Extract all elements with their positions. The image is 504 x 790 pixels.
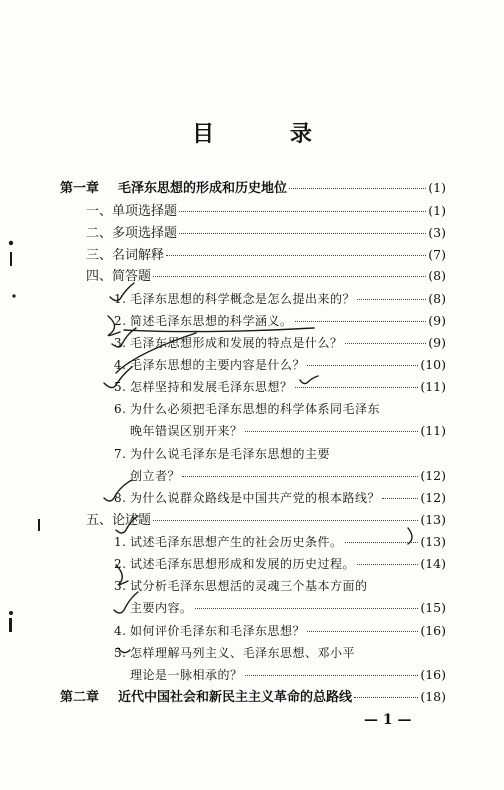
page-ref: (11) [420, 423, 446, 438]
page-ref: (10) [420, 357, 446, 372]
question-label-continuation: 创立者？ [130, 469, 181, 483]
page-ref: (16) [420, 667, 446, 682]
question-label: 简述毛泽东思想的科学涵义。 [130, 314, 293, 328]
pen-underline [124, 328, 314, 332]
page-ref: (12) [420, 490, 446, 505]
ink-stroke [10, 252, 12, 266]
pen-curve [108, 316, 120, 336]
chapter-number: 第一章 [60, 181, 100, 196]
question-label: 如何评价毛泽东和毛泽东思想？ [130, 624, 306, 638]
pen-checkmark [104, 367, 132, 388]
pen-curve [116, 565, 128, 585]
pen-curve [116, 333, 196, 373]
question-number: 3. [114, 336, 127, 350]
question-label: 怎样理解马列主义、毛泽东思想、邓小平 [130, 646, 356, 660]
section-label: 一、单项选择题 [86, 204, 178, 219]
section-label: 二、多项选择题 [86, 226, 178, 241]
page-ref: (3) [428, 225, 446, 240]
question-number: 4. [114, 624, 127, 638]
question-label: 毛泽东思想形成和发展的特点是什么？ [130, 336, 343, 350]
question-number: 4. [114, 358, 127, 372]
section-label: 五、论述题 [86, 513, 152, 528]
chapter-title: 毛泽东思想的形成和历史地位 [118, 181, 288, 196]
section-label: 四、简答题 [86, 269, 152, 284]
page-number: — 1 — [364, 712, 412, 728]
ink-stroke [9, 618, 12, 632]
question-label: 为什么说群众路线是中国共产党的根本路线？ [130, 491, 381, 505]
page-ref: (16) [420, 623, 446, 638]
page-ref: (8) [428, 291, 446, 306]
pen-checkmark [116, 516, 138, 533]
pen-checkmark [114, 592, 138, 613]
page-ref: (18) [420, 689, 446, 704]
chapter-title: 近代中国社会和新民主主义革命的总路线 [118, 690, 353, 705]
question-label-continuation: 理论是一脉相承的？ [130, 668, 243, 682]
page-ref: (9) [428, 335, 446, 350]
page-ref: (9) [428, 313, 446, 328]
pen-checkmark [104, 480, 132, 501]
page-ref: (12) [420, 468, 446, 483]
question-number: 1. [114, 535, 127, 549]
question-label-continuation: 主要内容。 [130, 601, 193, 615]
page-ref: (14) [420, 556, 446, 571]
ink-stroke [38, 519, 40, 531]
question-number: 5. [114, 646, 127, 660]
question-number: 2. [114, 557, 127, 571]
question-label: 试分析毛泽东思想活的灵魂三个基本方面的 [130, 579, 368, 593]
question-label: 毛泽东思想的主要内容是什么？ [130, 358, 306, 372]
page-ref: (15) [420, 600, 446, 615]
page-ref: (11) [420, 379, 446, 394]
pen-checkmark [112, 328, 136, 347]
pen-tick [300, 376, 318, 384]
question-number: 1. [114, 292, 127, 306]
question-label: 试述毛泽东思想形成和发展的历史过程。 [130, 557, 356, 571]
page-ref: (13) [420, 534, 446, 549]
ink-dot [9, 611, 13, 615]
section-label: 三、名词解释 [86, 248, 165, 263]
question-number: 2. [114, 314, 127, 328]
page-ref: (13) [420, 512, 446, 527]
question-number: 7. [114, 447, 127, 461]
question-label: 毛泽东思想的科学概念是怎么提出来的？ [130, 292, 356, 306]
page-title: 目 录 [192, 121, 346, 147]
page-ref: (7) [428, 247, 446, 262]
ink-dot [12, 294, 15, 297]
question-number: 6. [114, 402, 127, 416]
question-label: 试述毛泽东思想产生的社会历史条件。 [130, 535, 343, 549]
question-label: 怎样坚持和发展毛泽东思想？ [130, 380, 293, 394]
question-label-continuation: 晚年错误区别开来？ [130, 424, 243, 438]
pen-checkmark [110, 283, 134, 301]
page-ref: (1) [428, 203, 446, 218]
chapter-number: 第二章 [60, 690, 100, 705]
question-number: 3. [114, 579, 127, 593]
pen-checkmark [118, 648, 130, 653]
ink-dot [9, 241, 13, 245]
pen-curve [408, 528, 412, 544]
page-ref: (1) [428, 180, 446, 195]
question-label: 为什么必须把毛泽东思想的科学体系同毛泽东 [130, 402, 381, 416]
question-label: 为什么说毛泽东是毛泽东思想的主要 [130, 447, 331, 461]
page-ref: (8) [428, 268, 446, 283]
question-number: 5. [114, 380, 127, 394]
question-number: 8. [114, 491, 127, 505]
